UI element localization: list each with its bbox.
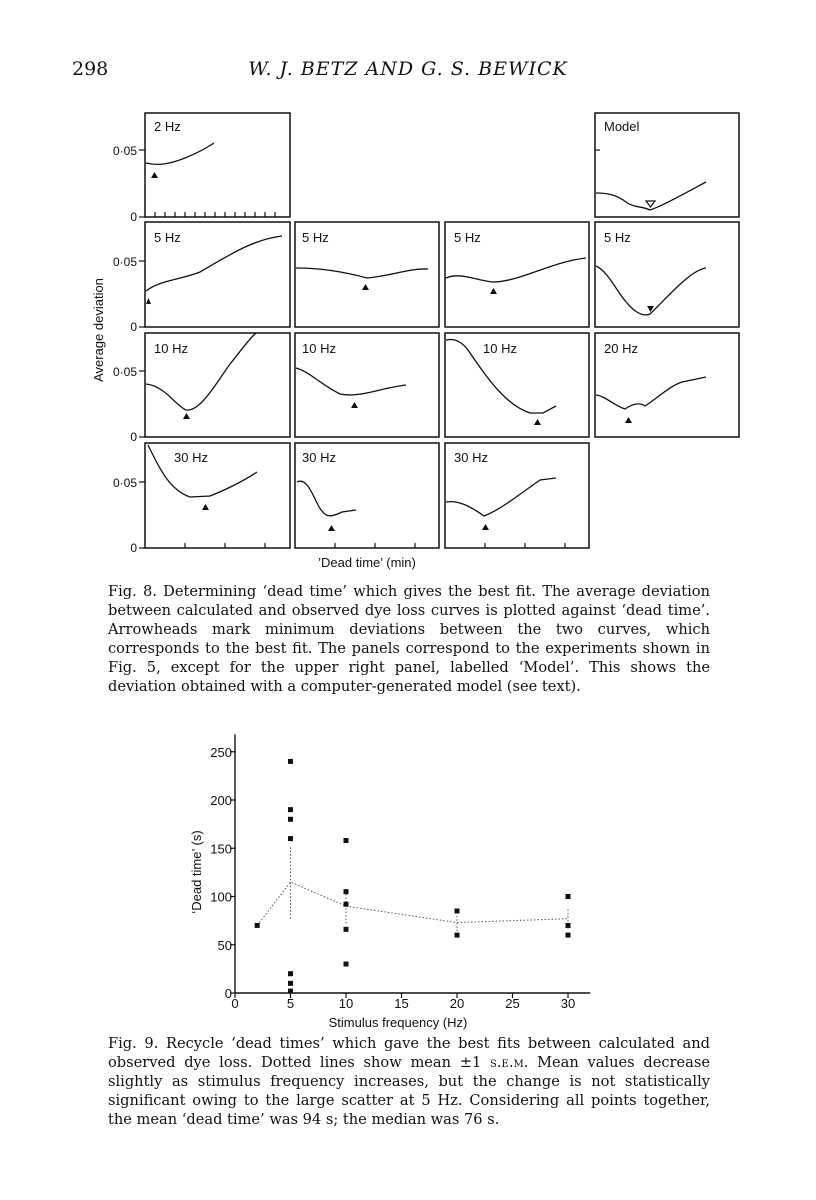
figure-8-caption: Fig. 8. Determining ‘dead time’ which gives the best fit. The average deviation between calculated and observed dye loss curves is plotted against ‘dead time’. Arrowheads mark minimum deviations between the two curves, which corresponds to the best fit. The panels correspond to the experiments shown in Fig. 5, except for the upper right panel, labelled ‘Model’. This shows the deviation obtained with a computer-generated model (see text). — [108, 583, 710, 695]
data-point — [288, 759, 293, 764]
running-title: W. J. BETZ AND G. S. BEWICK — [248, 58, 568, 80]
panel-label: 5 Hz — [454, 230, 481, 245]
y-tick-label: 0·05 — [112, 365, 137, 379]
panel-label: 5 Hz — [154, 230, 181, 245]
panel-label: 10 Hz — [483, 341, 517, 356]
caption-text: Fig. 9. Recycle ‘dead times’ which gave the best fits between calculated and observed dye loss. Dotted lines show mean ±1 — [108, 1035, 710, 1071]
caption-text: Mean values decrease slightly as stimulus frequency increases, but the change is not statistically significant owing to the large scatter at 5 Hz. Considering all points together, the mean ‘dead time’ was 94 s; the median was 76 s. — [108, 1054, 710, 1128]
data-point — [344, 838, 349, 843]
mean-line — [257, 882, 568, 925]
y-tick-label: 0 — [130, 541, 137, 555]
panel-label: 30 Hz — [174, 450, 208, 465]
panel-label: 10 Hz — [154, 341, 188, 356]
data-point — [455, 908, 460, 913]
x-axis-label: ’Dead time’ (min) — [318, 555, 416, 570]
x-axis-label: Stimulus frequency (Hz) — [328, 1015, 468, 1030]
data-point — [566, 933, 571, 938]
y-tick-label: 0·05 — [112, 255, 137, 269]
data-point — [288, 836, 293, 841]
x-tick-label: 30 — [560, 996, 576, 1011]
panel-label: 10 Hz — [302, 341, 336, 356]
panel-label: Model — [604, 119, 640, 134]
x-tick-label: 20 — [449, 996, 465, 1011]
y-tick-label: 0 — [130, 210, 137, 224]
y-tick-label: 250 — [210, 744, 232, 760]
y-tick-label: 100 — [210, 889, 232, 905]
figure-9-caption — [108, 1034, 710, 1129]
y-tick-label: 0 — [130, 320, 137, 334]
data-point — [344, 889, 349, 894]
y-tick-label: 50 — [217, 937, 232, 953]
data-point — [566, 923, 571, 928]
x-tick-label: 25 — [505, 996, 520, 1011]
y-tick-label: 150 — [210, 841, 232, 857]
y-tick-label: 0 — [130, 430, 137, 444]
x-tick-label: 0 — [231, 996, 239, 1011]
y-axis-label: ‘Dead time’ (s) — [189, 830, 204, 914]
data-point — [288, 817, 293, 822]
panel-label: 5 Hz — [604, 230, 631, 245]
data-point — [288, 807, 293, 812]
page-number: 298 — [72, 58, 109, 80]
y-tick-label: 0·05 — [112, 144, 137, 158]
x-tick-label: 15 — [394, 996, 409, 1011]
panel-label: 2 Hz — [154, 119, 181, 134]
caption-abbrev: s.e.m. — [490, 1054, 529, 1071]
data-point — [344, 927, 349, 932]
y-tick-label: 0 — [224, 986, 232, 1001]
panel-label: 30 Hz — [302, 450, 336, 465]
y-axis-label: Average deviation — [91, 278, 106, 382]
panel-label: 30 Hz — [454, 450, 488, 465]
data-point — [344, 902, 349, 907]
data-point — [344, 962, 349, 967]
x-tick-label: 5 — [286, 996, 295, 1011]
x-tick-label: 10 — [338, 996, 354, 1011]
data-point — [288, 971, 293, 976]
panel-label: 20 Hz — [604, 341, 638, 356]
data-point — [566, 894, 571, 899]
y-tick-label: 200 — [210, 793, 232, 808]
panel-label: 5 Hz — [302, 230, 329, 245]
data-point — [255, 923, 260, 928]
data-point — [288, 981, 293, 986]
y-tick-label: 0·05 — [112, 476, 137, 490]
data-point — [288, 989, 293, 994]
data-point — [455, 933, 460, 938]
